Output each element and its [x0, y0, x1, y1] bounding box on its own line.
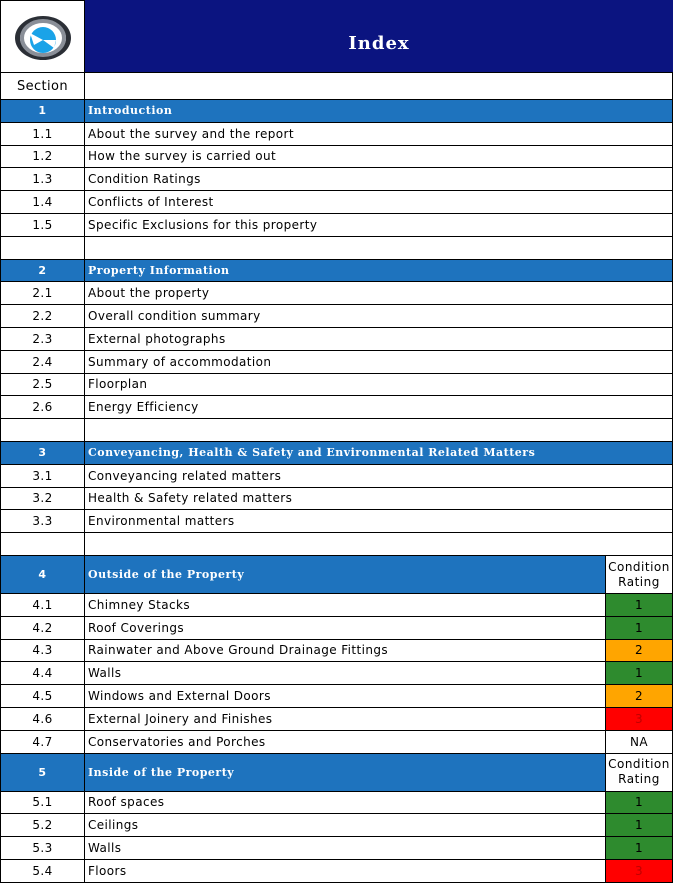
section-title: Outside of the Property	[85, 556, 606, 594]
item-label: Floorplan	[85, 374, 673, 397]
condition-rating-badge: 2	[606, 685, 673, 708]
condition-rating-badge: 3	[606, 860, 673, 883]
page-title: Index	[85, 0, 673, 73]
index-item-row	[0, 123, 673, 146]
index-item-row	[0, 465, 673, 488]
index-item-row	[0, 168, 673, 191]
item-number: 2.2	[0, 305, 85, 328]
condition-rating-badge: 1	[606, 837, 673, 860]
index-item-row	[0, 617, 673, 640]
logo-cell	[0, 0, 85, 73]
item-number: 1.3	[0, 168, 85, 191]
condition-rating-badge: 2	[606, 640, 673, 663]
section-header-row	[0, 556, 673, 594]
item-label: Specific Exclusions for this property	[85, 214, 673, 237]
item-number: 4.4	[0, 662, 85, 685]
condition-rating-badge: 1	[606, 792, 673, 815]
item-number: 3.3	[0, 510, 85, 533]
item-label: External Joinery and Finishes	[85, 708, 606, 731]
item-number: 5.1	[0, 792, 85, 815]
index-item-row	[0, 837, 673, 860]
section-title: Inside of the Property	[85, 754, 606, 792]
condition-rating-badge: 1	[606, 594, 673, 617]
index-item-row	[0, 374, 673, 397]
item-number: 2.3	[0, 328, 85, 351]
index-item-row	[0, 328, 673, 351]
index-item-row	[0, 814, 673, 837]
index-item-row	[0, 640, 673, 663]
index-item-row	[0, 510, 673, 533]
condition-rating-badge: 1	[606, 617, 673, 640]
item-label: Conflicts of Interest	[85, 191, 673, 214]
index-item-row	[0, 305, 673, 328]
item-label: Energy Efficiency	[85, 396, 673, 419]
item-label: Conservatories and Porches	[85, 731, 606, 754]
condition-rating-badge: 1	[606, 662, 673, 685]
section-header-row	[0, 754, 673, 792]
item-number: 3.2	[0, 488, 85, 511]
condition-rating-header: Condition Rating	[606, 754, 673, 792]
section-number: 2	[0, 260, 85, 283]
item-label: Ceilings	[85, 814, 606, 837]
item-label: External photographs	[85, 328, 673, 351]
section-title: Property Information	[85, 260, 673, 283]
item-number: 4.5	[0, 685, 85, 708]
item-label: Roof spaces	[85, 792, 606, 815]
item-label: How the survey is carried out	[85, 146, 673, 169]
item-number: 5.4	[0, 860, 85, 883]
section-label-row	[0, 73, 673, 100]
item-label: Environmental matters	[85, 510, 673, 533]
condition-rating-badge: 1	[606, 814, 673, 837]
section-number: 1	[0, 100, 85, 123]
item-label: Chimney Stacks	[85, 594, 606, 617]
item-label: Overall condition summary	[85, 305, 673, 328]
section-number: 3	[0, 442, 85, 465]
item-number: 1.4	[0, 191, 85, 214]
index-item-row	[0, 792, 673, 815]
index-item-row	[0, 351, 673, 374]
item-number: 4.3	[0, 640, 85, 663]
index-item-row	[0, 731, 673, 754]
item-number: 2.4	[0, 351, 85, 374]
index-item-row	[0, 860, 673, 883]
section-header-row	[0, 100, 673, 123]
item-number: 2.5	[0, 374, 85, 397]
item-number: 4.6	[0, 708, 85, 731]
blank-cell	[0, 533, 85, 556]
item-label: Health & Safety related matters	[85, 488, 673, 511]
blank-cell	[85, 533, 673, 556]
item-label: About the property	[85, 282, 673, 305]
item-number: 4.7	[0, 731, 85, 754]
item-number: 4.2	[0, 617, 85, 640]
item-label: Walls	[85, 837, 606, 860]
index-item-row	[0, 488, 673, 511]
blank-row	[0, 533, 673, 556]
section-title: Conveyancing, Health & Safety and Environmental Related Matters	[85, 442, 673, 465]
item-label: Roof Coverings	[85, 617, 606, 640]
item-label: About the survey and the report	[85, 123, 673, 146]
blank-cell	[85, 419, 673, 442]
blank-row	[0, 419, 673, 442]
section-number: 4	[0, 556, 85, 594]
section-header-row	[0, 442, 673, 465]
index-item-row	[0, 594, 673, 617]
item-number: 5.3	[0, 837, 85, 860]
item-label: Floors	[85, 860, 606, 883]
section-header-row	[0, 260, 673, 283]
blank-cell	[85, 237, 673, 260]
item-label: Windows and External Doors	[85, 685, 606, 708]
section-column-label: Section	[0, 73, 85, 100]
company-logo-icon	[10, 11, 76, 63]
section-title: Introduction	[85, 100, 673, 123]
blank-row	[0, 237, 673, 260]
index-item-row	[0, 282, 673, 305]
item-label: Walls	[85, 662, 606, 685]
item-number: 2.6	[0, 396, 85, 419]
index-item-row	[0, 191, 673, 214]
condition-rating-badge: NA	[606, 731, 673, 754]
index-item-row	[0, 146, 673, 169]
item-label: Summary of accommodation	[85, 351, 673, 374]
section-number: 5	[0, 754, 85, 792]
item-number: 5.2	[0, 814, 85, 837]
index-item-row	[0, 396, 673, 419]
item-number: 1.2	[0, 146, 85, 169]
blank-cell	[0, 419, 85, 442]
index-item-row	[0, 708, 673, 731]
section-label-blank	[85, 73, 673, 100]
item-label: Rainwater and Above Ground Drainage Fittings	[85, 640, 606, 663]
index-item-row	[0, 662, 673, 685]
item-number: 3.1	[0, 465, 85, 488]
item-label: Condition Ratings	[85, 168, 673, 191]
index-item-row	[0, 685, 673, 708]
item-number: 1.5	[0, 214, 85, 237]
item-number: 1.1	[0, 123, 85, 146]
index-item-row	[0, 214, 673, 237]
condition-rating-badge: 3	[606, 708, 673, 731]
item-label: Conveyancing related matters	[85, 465, 673, 488]
item-number: 4.1	[0, 594, 85, 617]
item-number: 2.1	[0, 282, 85, 305]
condition-rating-header: Condition Rating	[606, 556, 673, 594]
blank-cell	[0, 237, 85, 260]
